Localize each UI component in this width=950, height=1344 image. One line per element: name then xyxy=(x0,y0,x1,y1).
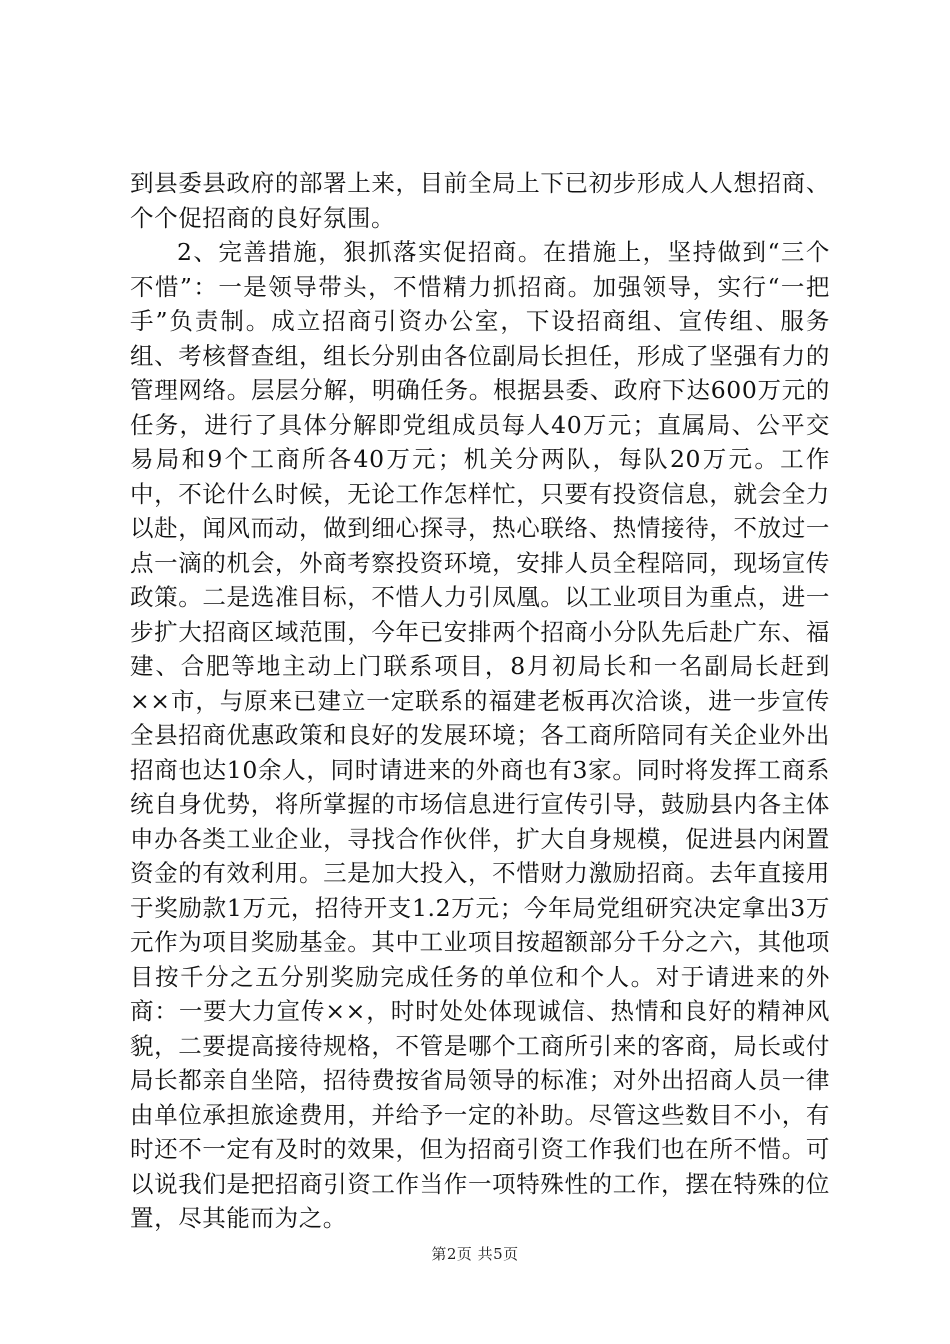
page-number-footer: 第2页 共5页 xyxy=(431,1245,519,1263)
paragraph-section-2: 2、完善措施，狠抓落实促招商。在措施上，坚持做到“三个不惜”：一是领导带头，不惜精力抓招商。加强领导，实行“一把手”负责制。成立招商引资办公室，下设招商组、宣传组、服务组、考核督查组，组长分别由各位副局长担任，形成了坚强有力的管理网络。层层分解，明确任务。根据县委、政府下达600万元的任务，进行了具体分解即党组成员每人40万元；直属局、公平交易局和9个工商所各40万元；机关分两队，每队20万元。工作中，不论什么时候，无论工作怎样忙，只要有投资信息，就会全力以赴，闻风而动，做到细心探寻，热心联络、热情接待，不放过一点一滴的机会，外商考察投资环境，安排人员全程陪同，现场宣传政策。二是选准目标，不惜人力引凤凰。以工业项目为重点，进一步扩大招商区域范围，今年已安排两个招商小分队先后赴广东、福建、合肥等地主动上门联系项目，8月初局长和一名副局长赶到××市，与原来已建立一定联系的福建老板再次洽谈，进一步宣传全县招商优惠政策和良好的发展环境；各工商所陪同有关企业外出招商也达10余人，同时请进来的外商也有3家。同时将发挥工商系统自身优势，将所掌握的市场信息进行宣传引导，鼓励县内各主体申办各类工业企业，寻找合作伙伴，扩大自身规模，促进县内闲置资金的有效利用。三是加大投入，不惜财力激励招商。去年直接用于奖励款1万元，招待开支1.2万元；今年局党组研究决定拿出3万元作为项目奖励基金。其中工业项目按超额部分千分之六，其他项目按千分之五分别奖励完成任务的单位和个人。对于请进来的外商：一要大力宣传××，时时处处体现诚信、热情和良好的精神风貌，二要提高接待规格，不管是哪个工商所引来的客商，局长或付局长都亲自坐陪，招待费按省局领导的标准；对外出招商人员一律由单位承担旅途费用，并给予一定的补助。尽管这些数目不小，有时还不一定有及时的效果，但为招商引资工作我们也在所不惜。可以说我们是把招商引资工作当作一项特殊性的工作，摆在特殊的位置，尽其能而为之。 xyxy=(130,238,830,1232)
document-body xyxy=(130,166,830,1236)
paragraph-continuation: 到县委县政府的部署上来，目前全局上下已初步形成人人想招商、个个促招商的良好氛围。 xyxy=(130,169,830,232)
